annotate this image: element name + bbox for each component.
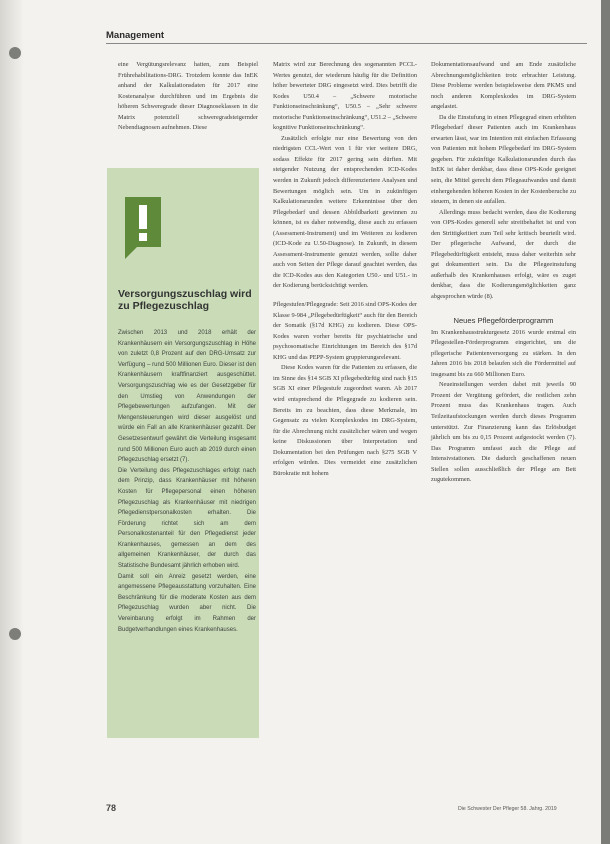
section-heading: Neues Pflegeförderprogramm: [453, 315, 554, 325]
paragraph: Neueinstellungen werden dabei mit jeweils 90 Prozent der Vergütung gefördert, die restlichen zehn Prozent muss das Krankenhaus tragen. Auch Teilzeitaufstockungen werden durch dieses Programm unterstützt. Zur Finanzierung kann das Erlösbudget jährlich um bis zu 0,15 Prozent aufgestockt werden (7). Das Programm umfasst auch die Pflege auf Intensivstationen. Die dadurch geschaffenen neuen Stellen sollen ausschließlich der Pflege am Bett zugutekommen.: [431, 381, 576, 484]
column-1: [118, 60, 258, 134]
page-footer: Die Schwester Der Pfleger 58. Jahrg. 2019: [458, 806, 557, 812]
paragraph: Im Krankenhausstrukturgesetz 2016 wurde erstmal ein Pflegestellen-Förderprogramm eingerichtet, um die pflegerische Patientenversorgung zu stärken. In den Jahren 2016 bis 2018 belaufen sich die Fördermittel auf insgesamt bis zu 660 Millionen Euro.: [431, 328, 576, 378]
exclamation-alert-icon: [123, 195, 163, 261]
punch-hole: [9, 47, 21, 59]
paragraph: Allerdings muss bedacht werden, dass die Kodierung von OPS-Kodes generell sehr streitbehaftet ist und von den Strittigkeitiert zum Teil sehr kritisch beurteilt wird. Der pflegerische Aufwand, der durch die Pflegebedürftigkeit entsteht, muss daher weiterhin sehr gut dokumentiert sein. Da die Pflegeeinstufung außerhalb des Krankenhauses erfolgt, wäre es zuget denkbar, dass die Kodierungsmöglichkeiten ganz abgesprochen würde (8).: [431, 208, 576, 301]
sidebar-title: Versorgungszuschlag wird zu Pflegezuschlag: [118, 288, 252, 312]
sidebar-text: [118, 328, 256, 635]
page-number: 78: [106, 803, 117, 813]
binding-shadow: [0, 0, 24, 844]
section-header: Management: [106, 30, 165, 41]
sidebar-paragraph: Zwischen 2013 und 2018 erhält der Krankenhäusern ein Versorgungszuschlag in Höhe von zuletzt 0,8 Prozent auf den DRG-Umsatz zur Verfügung – rund 500 Millionen Euro. Dieser ist den Krankenhäusern kraftfinanziert ausgeschüttet. Versorgungszuschlag wie es der Gesetzgeber für den Umstieg von Anwendungen der Pflegebewertungen aufzufangen. Mit der Mengensteuerungen wird dieser ausgelöst und würde ein Fall an alle Krankenhäuser gezahlt. Der Gesetzesentwurf gewährt die Verteilung insgesamt rund 500 Millionen Euro auch ab 2019 durch einen Pflegezuschlag ersetzt (7).: [118, 330, 256, 464]
paragraph: Pflegestufen/Pflegegrade: Seit 2016 sind OPS-Kodes der Klasse 9-984 „Pflegebedürftigkeit“ auch für den Bereich der Somatik (§17d KHG) zu kodieren. Diese OPS-Kodes waren vorher bereits für psychiatrische und psychosomatische Einrichtungen im Bereich des §17d KHG und das PEPP-System gruppierungsrelevant.: [273, 301, 417, 361]
column-2: [273, 60, 417, 479]
paragraph: eine Vergütungsrelevanz hatten, zum Beispiel Frührehabilitations-DRG. Trotzdem konnte das InEK anhand der Kalkulationsdaten für 2017 eine Kostenanalyse durchführen und im Ergebnis die höheren Schweregrade dieser Diagnoseklassen in die Matrix potenziell schweregradsteigernder Nebendiagnosen aufnehmen. Diese: [118, 61, 258, 132]
page-edge: [601, 0, 610, 844]
paragraph: Da die Einstufung in einen Pflegegrad einen erhöhten Pflegebedarf dieser Patienten auch im Krankenhaus erwarten lässt, war im Intention mit einfachen Erfassung von Patienten mit hohem Pflegebedarf im DRG-System gegeben. Für zukünftige Kalkulationsrunden durch das InEK ist daher denkbar, dass diese OPS-Kode geeignet sein, die Mittel gerecht dem Pflegeaufwandes und damit einhergehenden höheren Kosten in der Kostenberuche zu steuern, in denen sie aufallen.: [431, 113, 576, 206]
paragraph: Diese Kodes waren für die Patienten zu erfassen, die im Sinne des §14 SGB XI pflegebedürftig sind nach §15 SGB XI einer Pflegestufe zugeordnet waren. Ab 2017 wird entsprechend die Pflegegrade zu kodieren sein. Bereits im zu beachten, dass diese Merkmale, im Gegensatz zu vielen Komplexkodes im DRG-System, für die Abrechnung nicht zusätzlicher wären und wegen keine Diskussionen über Interpretation und Dokumentation bei den Prüfungen nach §275 SGB V erfolgen würden. Dies vermeidet eine zusätzlichen Bürokratie mit hohem: [273, 364, 417, 477]
sidebar-paragraph: Die Verteilung des Pflegezuschlages erfolgt nach dem Prinzip, dass Krankenhäuser mit höheren Kosten für Pflegepersonal einen höheren Pflegezuschlag als Krankenhäuser mit niedrigen Pflegedienstpersonalkosten erhalten. Die Förderung richtet sich am dem Personalkostenanteil für den Pflegedienst jeder Krankenhauses, gemessen an dem des allgemeinen Krankenhäuser, der durch das Statistische Bundesamt jährlich erhoben wird.: [118, 467, 256, 570]
paragraph: Zusätzlich erfolgte nur eine Bewertung von den niedrigsten CCL-Wert von 1 für vier weitere DRG, sodass Effekte für 2017 gering sein dürften. Mit steigender Nutzung der entsprechenden ICD-Kodes werden in Zukunft jedoch differenziertere Analysen und Bewertungen möglich sein. Um in zukünftigen Kalkulationsrunden weitere Erkenntnisse über den Pflegebedarf und dessen Abbildbarkeit gewinnen zu können, ist es daher notwendig, diese auch zu erfassen (Assessment-Instrument) und im Weiteren zu kodieren (ICD-Kode zu U.50-Diagnose). In Zukunft, in diesem Assessment-Instrumente genutzt werden, sollte daher auch von Seiten der Pflege darauf geachtet werden, das die ICD-Kodes aus den Kategorien U50.- und U51.- in der Kodierung berücksichtigt werden.: [273, 134, 417, 290]
punch-hole: [9, 628, 21, 640]
paragraph: Matrix wird zur Berechnung des sogenannten PCCL-Wertes genutzt, der wiederum häufig für die Definition höher bewerteter DRG eingesetzt wird. Dies betrifft die Kodes U50.4 – „Schwere motorische Funktionseinschränkung“, U50.5 – „Sehr schwere motorische Funktionseinschränkung“, U51.2 – „Schwere kognitive Funktionseinschränkung“.: [273, 61, 417, 132]
header-rule: [106, 43, 587, 44]
paragraph: Dokumentationsaufwand und am Ende zusätzliche Abrechnungsmöglichkeiten trotz erbrachter Leistung. Diese Probleme werden beispielsweise dem PKMS und noch anderen Komplexkodes im DRG-System angelastet.: [431, 61, 576, 111]
column-3: [431, 60, 576, 486]
sidebar-paragraph: Damit soll ein Anreiz gesetzt werden, eine angemessene Pflegeausstattung vorzuhalten. Eine Beschränkung für die moderate Kosten aus dem Pflegezuschlag wurden aber nicht. Die Vereinbarung erfolgt im Rahmen der Budgetverhandlungen eines Krankenhauses.: [118, 573, 256, 633]
